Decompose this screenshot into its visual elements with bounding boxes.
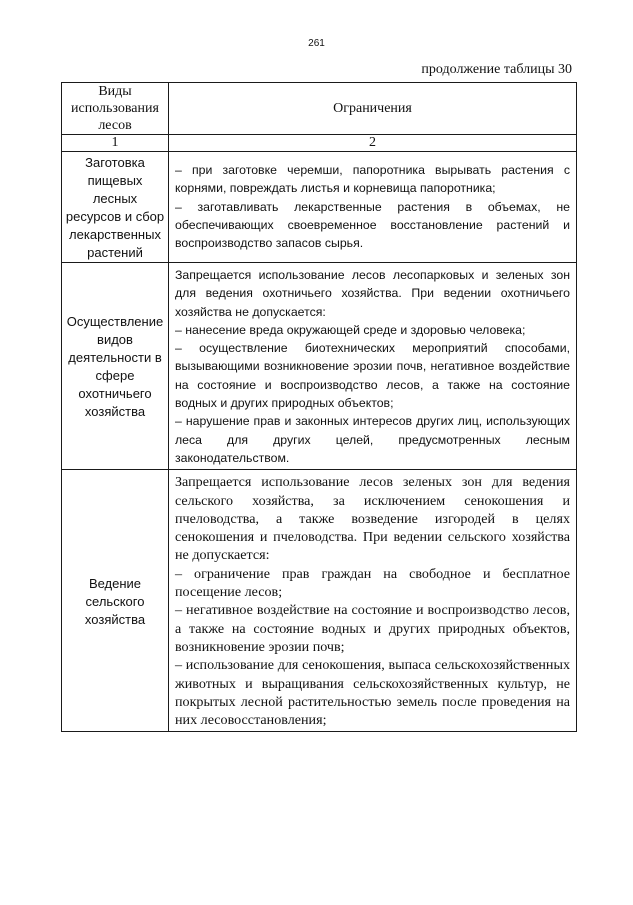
restriction-paragraph: – использование для сенокошения, выпаса сельскохозяйственных животных и выращивания сельскохозяйственных культур, не покрытых лесной растительностью земель после проведения на них лесовосстановления;: [175, 657, 570, 729]
page-number: 261: [308, 38, 325, 49]
restriction-paragraph: – нарушение прав и законных интересов других лиц, использующих леса для других целей, предусмотренных лесным законодательством.: [175, 414, 570, 465]
restriction-paragraph: – негативное воздействие на состояние и воспроизводство лесов, а также на состояние водных и других природных объектов, возникновение эрозии почв;: [175, 602, 570, 655]
table-row: [62, 470, 577, 732]
table-row: [62, 152, 577, 263]
restriction-paragraph: – ограничение прав граждан на свободное и бесплатное посещение лесов;: [175, 565, 570, 601]
table-row: [62, 263, 577, 470]
restriction-paragraph: Запрещается использование лесов зеленых зон для ведения сельского хозяйства, за исключением сенокошения и пчеловодства, а также возведение изгородей в целях сенокошения и пчеловодства. При ведении сельского хозяйства не допускается:: [175, 474, 570, 564]
header-cell-usage-types: Виды использования лесов: [62, 83, 169, 135]
restrictions-table: [61, 82, 577, 732]
column-number-1: 1: [62, 135, 169, 152]
restriction-paragraph: – нанесение вреда окружающей среде и здоровью человека;: [175, 322, 526, 337]
restrictions-cell: [169, 152, 577, 263]
restriction-paragraph: – при заготовке черемши, папоротника вырывать растения с корнями, повреждать листья и корневища папоротника;: [175, 163, 570, 196]
usage-type-cell: Ведение сельского хозяйства: [62, 470, 169, 732]
usage-type-cell: Осуществление видов деятельности в сфере охотничьего хозяйства: [62, 263, 169, 470]
restriction-paragraph: – осуществление биотехнических мероприятий способами, вызывающими возникновение эрозии почв, негативное воздействие на состояние и воспроизводство лесов, а также на состояние водных и других природных объектов;: [175, 341, 570, 411]
column-number-2: 2: [169, 135, 577, 152]
table-numbering-row: [62, 135, 577, 152]
restrictions-cell: [169, 470, 577, 732]
table-header-row: [62, 83, 577, 135]
restrictions-cell: [169, 263, 577, 470]
restriction-paragraph: – заготавливать лекарственные растения в объемах, не обеспечивающих своевременное восстановление растений и воспроизводство запасов сырья.: [175, 199, 570, 251]
restriction-paragraph: Запрещается использование лесов лесопарковых и зеленых зон для ведения охотничьего хозяйства. При ведении охотничьего хозяйства не допускается:: [175, 268, 570, 319]
header-cell-restrictions: Ограничения: [169, 83, 577, 135]
usage-type-cell: Заготовка пищевых лесных ресурсов и сбор лекарственных растений: [62, 152, 169, 263]
table-continuation-label: продолжение таблицы 30: [421, 62, 572, 77]
